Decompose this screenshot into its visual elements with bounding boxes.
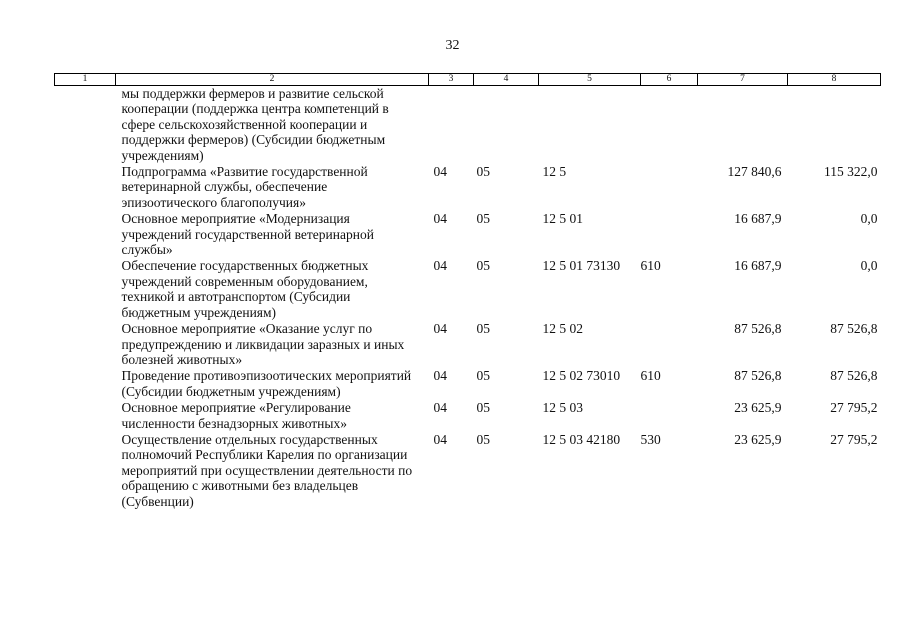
expense-type-cell <box>641 164 698 211</box>
expense-type-cell <box>641 400 698 432</box>
table-row <box>55 211 881 258</box>
item-name-cell: Проведение противоэпизоотических мероприятий (Субсидии бюджетным учреждениям) <box>121 368 412 399</box>
item-name-cell: мы поддержки фермеров и развитие сельской кооперации (поддержка центра компетенций в сфере сельскохозяйственной кооперации и поддержки фермеров) (Субсидии бюджетным учреждениям) <box>121 86 389 163</box>
item-name-cell: Обеспечение государственных бюджетных учреждений современным оборудованием, техникой и автотранспортом (Субсидии бюджетным учреждениям) <box>121 258 369 320</box>
section-code-cell: 04 <box>433 211 447 227</box>
column-header: 2 <box>116 74 429 86</box>
amount-year2-cell: 27 795,2 <box>830 431 878 447</box>
subsection-code-cell: 05 <box>476 368 490 384</box>
expense-type-cell: 610 <box>640 258 661 274</box>
subsection-code-cell: 05 <box>476 211 490 227</box>
target-code-cell: 12 5 02 73010 <box>542 368 621 384</box>
amount-year2-cell: 115 322,0 <box>824 164 878 180</box>
section-code-cell: 04 <box>433 400 447 416</box>
amount-year1-cell: 87 526,8 <box>734 321 782 337</box>
budget-table <box>54 73 881 510</box>
table-row <box>55 368 881 400</box>
section-code-cell: 04 <box>433 431 447 447</box>
target-code-cell: 12 5 <box>542 164 567 180</box>
table-body <box>55 86 881 510</box>
page-number: 32 <box>445 38 460 53</box>
row-number-cell <box>55 400 116 432</box>
expense-type-cell: 610 <box>640 368 661 384</box>
row-number-cell <box>55 432 116 510</box>
table-row <box>55 86 881 165</box>
section-code-cell: 04 <box>433 164 447 180</box>
target-code-cell: 12 5 01 <box>542 211 583 227</box>
amount-year2-cell: 87 526,8 <box>830 321 878 337</box>
subsection-code-cell: 05 <box>476 431 490 447</box>
table-row <box>55 164 881 211</box>
expense-type-cell <box>641 211 698 258</box>
row-number-cell <box>55 86 116 165</box>
amount-year2-cell: 27 795,2 <box>830 400 878 416</box>
column-header: 4 <box>474 74 539 86</box>
amount-year1-cell: 16 687,9 <box>734 258 782 274</box>
amount-year2-cell <box>788 86 881 165</box>
column-header: 7 <box>698 74 788 86</box>
table-header <box>55 74 881 86</box>
amount-year2-cell: 0,0 <box>860 258 878 274</box>
row-number-cell <box>55 164 116 211</box>
amount-year2-cell: 0,0 <box>860 211 878 227</box>
subsection-code-cell: 05 <box>476 164 490 180</box>
amount-year2-cell: 87 526,8 <box>830 368 878 384</box>
table-row <box>55 400 881 432</box>
column-header: 6 <box>641 74 698 86</box>
target-code-cell: 12 5 03 42180 <box>542 431 621 447</box>
row-number-cell <box>55 321 116 368</box>
column-header: 5 <box>539 74 641 86</box>
amount-year1-cell: 87 526,8 <box>734 368 782 384</box>
target-code-cell <box>539 86 641 165</box>
table-row <box>55 432 881 510</box>
target-code-cell: 12 5 02 <box>542 321 583 337</box>
row-number-cell <box>55 258 116 321</box>
column-header: 8 <box>788 74 881 86</box>
amount-year1-cell: 23 625,9 <box>734 400 782 416</box>
target-code-cell: 12 5 03 <box>542 400 583 416</box>
item-name-cell: Основное мероприятие «Модернизация учреждений государственной ветеринарной службы» <box>121 211 374 258</box>
column-header: 1 <box>55 74 116 86</box>
item-name-cell: Подпрограмма «Развитие государственной ветеринарной службы, обеспечение эпизоотического благополучия» <box>121 164 368 210</box>
item-name-cell: Осуществление отдельных государственных полномочий Республики Карелия по организации мероприятий при осуществлении деятельности по обращению с животными без владельцев (Субвенции) <box>121 431 413 509</box>
expense-type-cell <box>641 86 698 165</box>
item-name-cell: Основное мероприятие «Регулирование численности безнадзорных животных» <box>121 400 351 431</box>
section-code-cell: 04 <box>433 258 447 274</box>
item-name-cell: Основное мероприятие «Оказание услуг по предупреждению и ликвидации заразных и иных болезней животных» <box>121 321 405 367</box>
row-number-cell <box>55 368 116 400</box>
amount-year1-cell: 16 687,9 <box>734 211 782 227</box>
section-code-cell: 04 <box>433 368 447 384</box>
row-number-cell <box>55 211 116 258</box>
section-code-cell: 04 <box>433 321 447 337</box>
table-row <box>55 258 881 321</box>
section-code-cell <box>429 86 474 165</box>
amount-year1-cell: 127 840,6 <box>727 164 782 180</box>
table-row <box>55 321 881 368</box>
column-number-row <box>55 74 881 86</box>
subsection-code-cell: 05 <box>476 321 490 337</box>
amount-year1-cell <box>698 86 788 165</box>
subsection-code-cell <box>474 86 539 165</box>
expense-type-cell: 530 <box>640 431 661 447</box>
target-code-cell: 12 5 01 73130 <box>542 258 621 274</box>
amount-year1-cell: 23 625,9 <box>734 431 782 447</box>
expense-type-cell <box>641 321 698 368</box>
subsection-code-cell: 05 <box>476 258 490 274</box>
column-header: 3 <box>429 74 474 86</box>
subsection-code-cell: 05 <box>476 400 490 416</box>
